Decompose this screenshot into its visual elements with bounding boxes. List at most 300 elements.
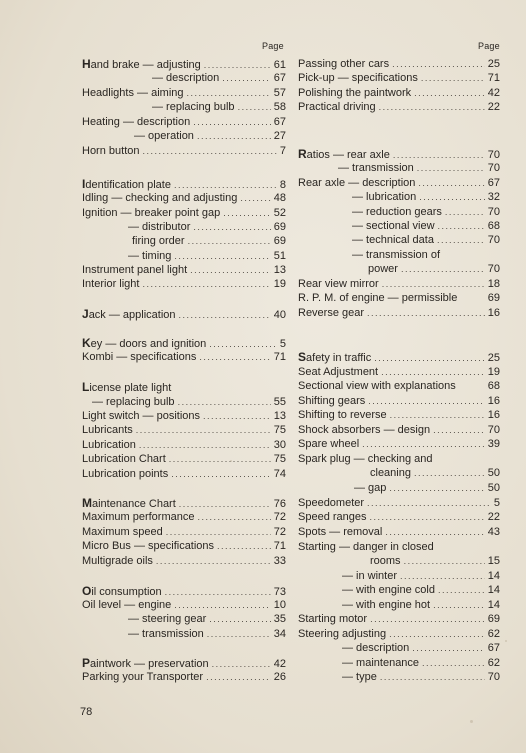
index-page-reference: 71: [273, 351, 286, 363]
index-entry: [298, 71, 500, 85]
index-letter-initial: P: [82, 656, 91, 670]
index-entry-text: [298, 147, 390, 162]
index-entry: [82, 598, 286, 612]
dot-leader: [374, 351, 485, 365]
index-entry-text: [82, 350, 196, 364]
page-number: 78: [80, 706, 93, 718]
index-entry-text: [82, 510, 194, 524]
dot-leader: [187, 86, 271, 100]
index-letter-initial: R: [298, 147, 307, 161]
index-page-reference: 69: [487, 292, 500, 304]
index-entry: [298, 656, 500, 670]
index-entry: [298, 161, 500, 175]
index-entry-label: — sectional view: [352, 220, 435, 232]
index-entry-label: Interior light: [82, 278, 140, 290]
index-entry-text: [82, 191, 237, 205]
index-entry-label: rooms: [370, 555, 401, 567]
index-entry-label: — replacing bulb: [92, 396, 175, 408]
index-entry-label: Polishing the paintwork: [298, 87, 412, 99]
index-entry: [298, 437, 500, 451]
index-entry-label: Light switch — positions: [82, 410, 200, 422]
index-entry-label: Sectional view with explanations: [298, 380, 456, 392]
index-entry-label: dentification plate: [85, 179, 171, 191]
index-entry: [298, 379, 500, 393]
dot-leader: [379, 100, 485, 114]
dot-leader: [169, 452, 271, 466]
index-entry: [82, 129, 286, 143]
index-page-reference: 70: [487, 424, 500, 436]
index-page-reference: 7: [279, 145, 286, 157]
dot-leader: [199, 350, 270, 364]
index-page-reference: 25: [487, 352, 500, 364]
index-entry-text: [298, 540, 434, 554]
index-entry-label: Headlights — aiming: [82, 87, 184, 99]
index-entry: [298, 525, 500, 539]
paper-speck: [470, 720, 473, 723]
dot-leader: [438, 219, 485, 233]
index-entry: [82, 554, 286, 568]
index-page-reference: 61: [273, 59, 286, 71]
index-entry-text: [298, 306, 364, 320]
dot-leader: [217, 539, 271, 553]
index-entry-text: [342, 670, 377, 684]
index-page-reference: 68: [487, 380, 500, 392]
index-page-reference: 19: [487, 366, 500, 378]
dot-leader: [414, 466, 485, 480]
index-entry-text: [82, 57, 201, 72]
dot-leader: [139, 438, 271, 452]
index-entry: [298, 627, 500, 641]
index-entry-label: Rear view mirror: [298, 278, 379, 290]
index-page-reference: 67: [273, 116, 286, 128]
index-entry: [298, 496, 500, 510]
index-entry: [82, 510, 286, 524]
index-entry-label: and brake — adjusting: [90, 59, 201, 71]
index-letter-initial: O: [82, 584, 92, 598]
index-page-reference: 18: [487, 278, 500, 290]
index-entry-text: [82, 670, 203, 684]
index-page-reference: 62: [487, 628, 500, 640]
index-entry-label: Spots — removal: [298, 526, 383, 538]
dot-leader: [188, 234, 271, 248]
dot-leader: [174, 598, 270, 612]
index-entry-label: — maintenance: [342, 657, 420, 669]
index-entry-text: [352, 205, 442, 219]
index-page-reference: 73: [273, 586, 286, 598]
index-entry: [82, 438, 286, 452]
index-page-reference: 48: [273, 192, 286, 204]
index-entry-text: [298, 176, 415, 190]
index-entry: [82, 452, 286, 466]
index-page-reference: 42: [273, 658, 286, 670]
index-entry-text: [134, 129, 194, 143]
index-entry-label: — description: [152, 72, 220, 84]
index-page-reference: 69: [273, 221, 286, 233]
index-entry: [298, 291, 500, 305]
index-page-reference: 14: [487, 570, 500, 582]
dot-leader: [392, 57, 485, 71]
index-entry-text: [152, 71, 219, 85]
index-page-reference: 71: [273, 540, 286, 552]
index-entry: [298, 481, 500, 495]
index-entry: [298, 100, 500, 114]
index-entry-label: Lubrication: [82, 439, 136, 451]
index-entry-text: [82, 452, 166, 466]
index-entry: [298, 176, 500, 190]
dot-leader: [190, 263, 271, 277]
index-entry: [82, 525, 286, 539]
index-page-reference: 30: [273, 439, 286, 451]
index-entry-label: Seat Adjustment: [298, 366, 379, 378]
index-entry-text: [342, 641, 409, 655]
dot-leader: [207, 627, 271, 641]
index-page-reference: 70: [487, 263, 500, 275]
index-entry-text: [298, 510, 367, 524]
dot-leader: [370, 510, 485, 524]
index-entry-label: — description: [342, 642, 410, 654]
index-entry-label: — with engine hot: [342, 599, 431, 611]
dot-leader: [209, 337, 277, 351]
index-entry-text: [82, 336, 206, 351]
index-entry-label: — transmission: [338, 162, 414, 174]
index-entry-label: aintwork — preservation: [90, 658, 209, 670]
index-entry: [298, 248, 500, 262]
index-page-reference: 42: [487, 87, 500, 99]
index-page-reference: 22: [487, 511, 500, 523]
index-letter-initial: L: [82, 380, 90, 394]
index-entry-label: — transmission of: [352, 249, 441, 261]
index-entry-label: Shifting to reverse: [298, 409, 387, 421]
index-entry: [298, 394, 500, 408]
index-page-reference: 5: [493, 497, 500, 509]
index-letter-initial: H: [82, 57, 91, 71]
index-page-reference: 72: [273, 526, 286, 538]
index-entry-label: — steering gear: [128, 613, 207, 625]
dot-leader: [422, 656, 485, 670]
dot-leader: [142, 277, 270, 291]
index-entry-label: Horn button: [82, 145, 140, 157]
index-entry: [298, 350, 500, 364]
dot-leader: [433, 423, 485, 437]
index-entry-text: [132, 234, 185, 248]
index-page-reference: 26: [273, 671, 286, 683]
index-entry-label: aintenance Chart: [92, 498, 176, 510]
dot-leader: [421, 71, 485, 85]
dot-leader: [362, 437, 485, 451]
index-entry: [82, 115, 286, 129]
dot-leader: [380, 670, 485, 684]
index-entry-label: Pick-up — specifications: [298, 72, 418, 84]
dot-leader: [156, 554, 271, 568]
index-page-reference: 43: [487, 526, 500, 538]
index-entry-text: [82, 598, 171, 612]
index-entry-label: Maximum speed: [82, 526, 163, 538]
index-entry-text: [82, 438, 136, 452]
index-entry-label: Lubrication points: [82, 468, 169, 480]
index-page-reference: 70: [487, 149, 500, 161]
index-entry-label: — distributor: [128, 221, 191, 233]
index-entry-text: [298, 437, 359, 451]
index-entry-label: atios — rear axle: [306, 149, 390, 161]
index-entry: [82, 263, 286, 277]
index-entry-text: [298, 277, 379, 291]
index-entry: [82, 539, 286, 553]
dot-leader: [197, 510, 270, 524]
index-entry-label: ey — doors and ignition: [90, 338, 207, 350]
dot-leader: [179, 497, 271, 511]
index-entry-text: [82, 380, 171, 395]
dot-leader: [179, 308, 271, 322]
index-page-reference: 75: [273, 453, 286, 465]
index-entry: [82, 350, 286, 364]
index-entry-label: R. P. M. of engine — permissible: [298, 292, 458, 304]
index-entry-text: [354, 481, 386, 495]
index-entry-label: afety in traffic: [306, 352, 372, 364]
dot-leader: [414, 86, 485, 100]
index-letter-initial: K: [82, 336, 91, 350]
index-entry-text: [342, 598, 430, 612]
index-page-reference: 69: [487, 613, 500, 625]
index-page-reference: 76: [273, 498, 286, 510]
index-entry: [82, 100, 286, 114]
dot-leader: [204, 58, 271, 72]
index-entry-text: [370, 466, 411, 480]
index-letter-initial: J: [82, 307, 89, 321]
dot-leader: [212, 657, 271, 671]
index-entry-label: Oil level — engine: [82, 599, 172, 611]
index-entry: [82, 249, 286, 263]
index-page-reference: 39: [487, 438, 500, 450]
index-entry-label: Practical driving: [298, 101, 376, 113]
index-entry-label: — in winter: [342, 570, 398, 582]
index-entry-label: Rear axle — description: [298, 177, 416, 189]
dot-leader: [419, 190, 485, 204]
index-entry: [82, 191, 286, 205]
index-entry: [82, 57, 286, 71]
index-page-reference: 70: [487, 671, 500, 683]
index-entry-text: [342, 656, 419, 670]
index-page-reference: 13: [273, 264, 286, 276]
index-entry-label: Speedometer: [298, 497, 365, 509]
index-entry-label: — lubrication: [352, 191, 417, 203]
index-entry-text: [298, 423, 430, 437]
index-page-reference: 34: [273, 628, 286, 640]
index-entry: [82, 496, 286, 510]
index-entry-text: [82, 177, 171, 192]
index-entry-label: firing order: [132, 235, 185, 247]
dot-leader: [368, 394, 484, 408]
index-entry-text: [128, 249, 171, 263]
paper-speck: [505, 640, 507, 642]
dot-leader: [238, 100, 271, 114]
index-entry: [298, 670, 500, 684]
index-entry: [298, 569, 500, 583]
index-entry-text: [352, 248, 440, 262]
index-entry: [298, 641, 500, 655]
index-page-reference: 22: [487, 101, 500, 113]
index-entry-text: [298, 71, 418, 85]
index-entry-label: — transmission: [128, 628, 204, 640]
index-entry-label: Steering adjusting: [298, 628, 387, 640]
index-entry-text: [82, 277, 139, 291]
index-page-reference: 67: [487, 642, 500, 654]
index-entry-label: Passing other cars: [298, 58, 390, 70]
dot-leader: [206, 670, 271, 684]
index-entry-label: Idling — checking and adjusting: [82, 192, 238, 204]
index-entry-text: [82, 539, 214, 553]
index-entry-text: [298, 408, 387, 422]
index-page-reference: 16: [487, 409, 500, 421]
index-entry-label: Spark plug — checking and: [298, 453, 433, 465]
index-page-reference: 71: [487, 72, 500, 84]
dot-leader: [445, 205, 485, 219]
index-entry-text: [298, 365, 378, 379]
index-page-reference: 16: [487, 307, 500, 319]
index-entry: [82, 206, 286, 220]
index-page-reference: 40: [273, 309, 286, 321]
index-entry: [298, 612, 500, 626]
index-entry-text: [82, 525, 163, 539]
index-entry-text: [298, 612, 367, 626]
dot-leader: [390, 408, 485, 422]
index-entry-text: [342, 569, 397, 583]
index-entry: [298, 57, 500, 71]
index-entry-text: [82, 86, 184, 100]
index-entry-label: Reverse gear: [298, 307, 365, 319]
index-entry-label: — reduction gears: [352, 206, 442, 218]
index-page-reference: 13: [273, 410, 286, 422]
index-page-reference: 15: [487, 555, 500, 567]
index-entry-text: [128, 612, 206, 626]
index-entry-text: [298, 100, 376, 114]
index-entry: [298, 190, 500, 204]
dot-leader: [174, 249, 270, 263]
index-page-reference: 25: [487, 58, 500, 70]
index-entry: [82, 307, 286, 321]
dot-leader: [223, 206, 271, 220]
index-entry-label: Heating — description: [82, 116, 191, 128]
dot-leader: [197, 129, 271, 143]
index-page-reference: 57: [273, 87, 286, 99]
page-column-header-left: Page: [262, 41, 284, 51]
index-entry: [82, 612, 286, 626]
index-entry-text: [82, 656, 209, 671]
index-entry-label: Ignition — breaker point gap: [82, 207, 221, 219]
index-page-reference: 32: [487, 191, 500, 203]
dot-leader: [178, 395, 271, 409]
index-page-reference: 10: [273, 599, 286, 611]
dot-leader: [171, 467, 271, 481]
index-entry: [82, 423, 286, 437]
dot-leader: [136, 423, 271, 437]
dot-leader: [165, 585, 271, 599]
dot-leader: [367, 496, 491, 510]
index-entry: [298, 554, 500, 568]
index-entry: [82, 234, 286, 248]
index-entry-label: — timing: [128, 250, 172, 262]
index-entry: [298, 365, 500, 379]
dot-leader: [222, 71, 270, 85]
index-entry-text: [352, 219, 435, 233]
index-entry-text: [368, 262, 398, 276]
index-entry: [82, 409, 286, 423]
page-column-header-right: Page: [478, 41, 500, 51]
index-entry: [82, 220, 286, 234]
dot-leader: [193, 115, 271, 129]
dot-leader: [400, 569, 485, 583]
index-page-reference: 14: [487, 599, 500, 611]
index-entry-label: Starting — danger in closed: [298, 541, 434, 553]
index-entry: [298, 233, 500, 247]
index-page-reference: 58: [273, 101, 286, 113]
index-entry-text: [298, 525, 382, 539]
index-entry-text: [82, 263, 187, 277]
index-page-reference: 72: [273, 511, 286, 523]
index-entry-text: [82, 307, 176, 322]
dot-leader: [433, 598, 485, 612]
index-entry-text: [92, 395, 175, 409]
dot-leader: [438, 583, 485, 597]
index-entry: [82, 177, 286, 191]
index-page-reference: 67: [487, 177, 500, 189]
index-entry-label: Starting motor: [298, 613, 368, 625]
paper-speck: [230, 460, 232, 462]
index-entry: [298, 466, 500, 480]
dot-leader: [174, 178, 277, 192]
index-entry: [82, 86, 286, 100]
index-entry: [82, 670, 286, 684]
dot-leader: [203, 409, 271, 423]
index-entry-label: il consumption: [91, 586, 162, 598]
index-letter-initial: M: [82, 496, 92, 510]
index-entry-label: Lubrication Chart: [82, 453, 166, 465]
index-entry: [298, 262, 500, 276]
index-entry: [298, 583, 500, 597]
dot-leader: [389, 481, 484, 495]
index-page-reference: 70: [487, 206, 500, 218]
dot-leader: [193, 220, 270, 234]
dot-leader: [418, 176, 484, 190]
index-entry: [82, 380, 286, 394]
dot-leader: [401, 262, 485, 276]
index-entry-label: Multigrade oils: [82, 555, 153, 567]
index-entry: [298, 205, 500, 219]
index-entry-label: Shifting gears: [298, 395, 366, 407]
index-page-reference: 67: [273, 72, 286, 84]
index-entry: [298, 423, 500, 437]
index-entry-text: [298, 627, 386, 641]
index-entry-label: — gap: [354, 482, 387, 494]
index-entry-label: Shock absorbers — design: [298, 424, 431, 436]
index-entry-text: [82, 423, 133, 437]
index-entry: [298, 452, 500, 466]
dot-leader: [209, 612, 270, 626]
index-entry-label: Micro Bus — specifications: [82, 540, 215, 552]
dot-leader: [412, 641, 484, 655]
index-entry-text: [82, 144, 139, 158]
index-page-reference: 52: [273, 207, 286, 219]
index-entry-text: [298, 57, 389, 71]
index-entry-text: [152, 100, 235, 114]
index-entry-label: Parking your Transporter: [82, 671, 204, 683]
index-entry-text: [342, 583, 435, 597]
index-entry: [82, 71, 286, 85]
index-page-reference: 55: [273, 396, 286, 408]
index-page-reference: 14: [487, 584, 500, 596]
index-entry: [298, 598, 500, 612]
index-page-reference: 68: [487, 220, 500, 232]
index-entry-text: [82, 467, 168, 481]
